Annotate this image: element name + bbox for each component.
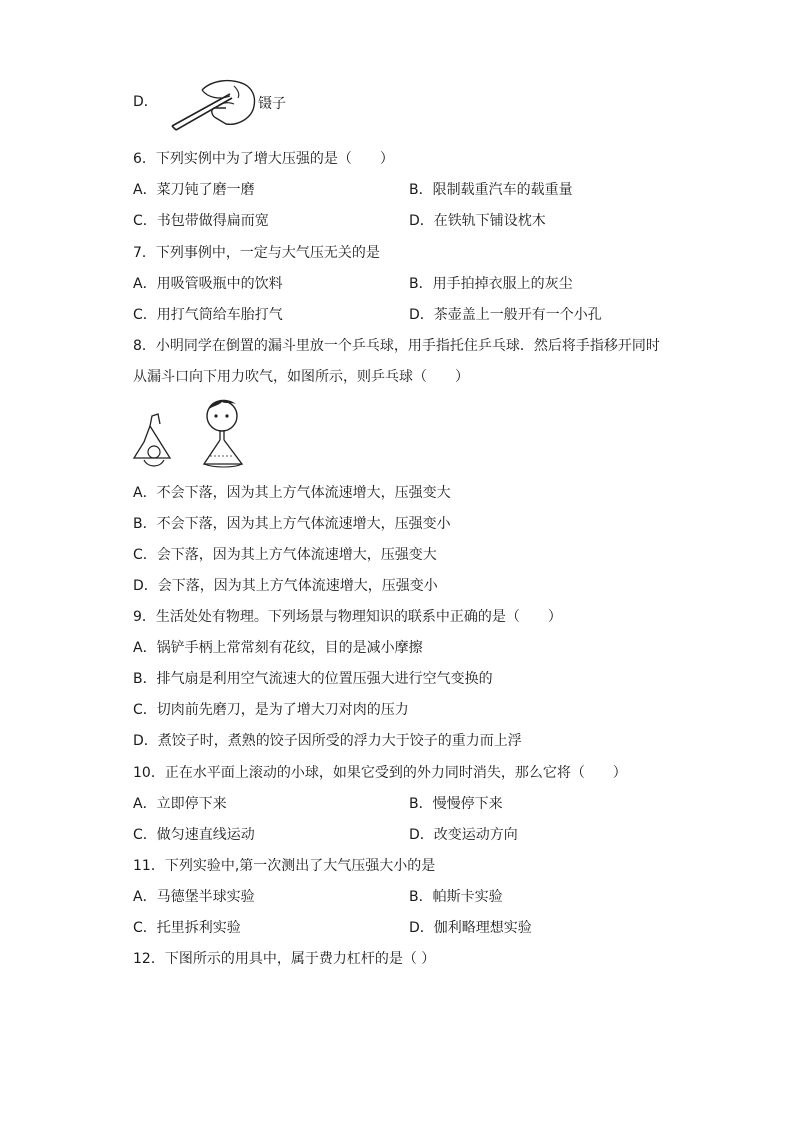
q7-option-c: C．用打气筒给车胎打气 [133,307,283,323]
tweezers-hand-figure [168,76,260,132]
q10-option-d: D．改变运动方向 [409,827,518,843]
q8-option-c: C．会下落，因为其上方气体流速增大，压强变大 [133,547,437,563]
q7-option-a: A．用吸管吸瓶中的饮料 [133,276,283,292]
q11-option-a: A．马德堡半球实验 [133,889,255,905]
q10-option-b: B．慢慢停下来 [409,796,503,812]
q8-option-b: B．不会下落，因为其上方气体流速增大，压强变小 [133,516,451,532]
q9-option-a: A．锅铲手柄上常常刻有花纹，目的是减小摩擦 [133,640,423,656]
q6-option-d: D．在铁轨下铺设枕木 [409,213,546,229]
q11-stem: 11．下列实验中,第一次测出了大气压强大小的是 [133,858,436,874]
funnel-ping-pong-figure [130,396,260,470]
q9-option-c: C．切肉前先磨刀，是为了增大刀对肉的压力 [133,702,409,718]
q6-stem: 6．下列实例中为了增大压强的是（ ） [133,151,394,167]
q9-option-d: D．煮饺子时，煮熟的饺子因所受的浮力大于饺子的重力而上浮 [133,733,522,749]
q10-option-a: A．立即停下来 [133,796,227,812]
q9-stem: 9．生活处处有物理。下列场景与物理知识的联系中正确的是（ ） [133,609,562,625]
q7-option-d: D．茶壶盖上一般开有一个小孔 [409,307,602,323]
q7-stem: 7．下列事例中，一定与大气压无关的是 [133,245,380,261]
q10-option-c: C．做匀速直线运动 [133,827,255,843]
q5-option-d-caption: 镊子 [258,96,286,112]
q7-option-b: B．用手拍掉衣服上的灰尘 [409,276,573,292]
q11-option-b: B．帕斯卡实验 [409,889,503,905]
q8-stem: 8．小明同学在倒置的漏斗里放一个乒乓球，用手指托住乒乓球．然后将手指移开同时 [133,338,660,354]
q8-stem-continued: 从漏斗口向下用力吹气，如图所示，则乒乓球（ ） [133,369,469,385]
q10-stem: 10．正在水平面上滚动的小球，如果它受到的外力同时消失，那么它将（ ） [133,765,627,781]
q11-option-c: C．托里拆利实验 [133,920,241,936]
q12-stem: 12．下图所示的用具中，属于费力杠杆的是（ ） [133,951,436,967]
q9-option-b: B．排气扇是利用空气流速大的位置压强大进行空气变换的 [133,671,493,687]
q8-option-a: A．不会下落，因为其上方气体流速增大，压强变大 [133,485,451,501]
q6-option-b: B．限制载重汽车的载重量 [409,182,573,198]
q5-option-d-label: D． [133,94,158,110]
q8-option-d: D．会下落，因为其上方气体流速增大，压强变小 [133,578,438,594]
q6-option-c: C．书包带做得扁而宽 [133,213,269,229]
q11-option-d: D．伽利略理想实验 [409,920,532,936]
q6-option-a: A．菜刀钝了磨一磨 [133,182,255,198]
